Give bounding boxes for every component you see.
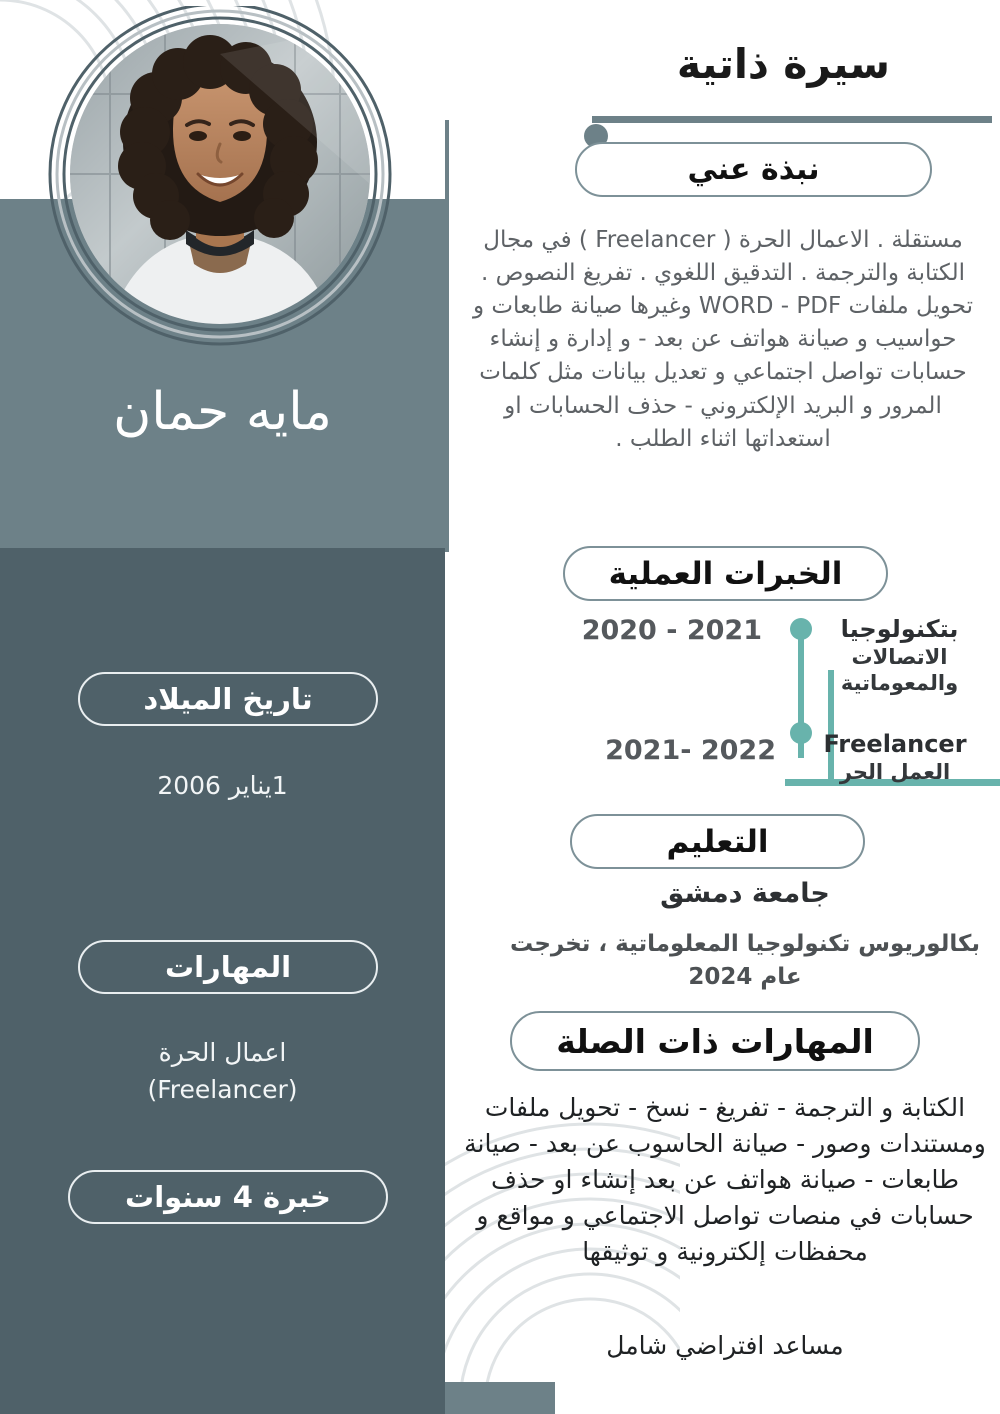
main-content xyxy=(445,0,1000,1414)
skills-value-line-1: اعمال الحرة xyxy=(158,1038,287,1067)
experience-years-label: خبرة 4 سنوات xyxy=(125,1180,331,1214)
section-badge-about-label: نبذة عني xyxy=(687,152,820,187)
experience-role-1-line-1: بتكنولوجيا xyxy=(840,615,959,643)
birth-date-pill xyxy=(78,672,378,726)
title-rule xyxy=(592,116,992,123)
birth-date-label: تاريخ الميلاد xyxy=(143,682,313,716)
skills-value-line-2: (Freelancer) xyxy=(147,1075,298,1104)
section-badge-experience xyxy=(563,546,888,601)
experience-year-1: 2020 - 2021 xyxy=(581,615,762,646)
section-badge-education xyxy=(570,814,865,869)
section-badge-about xyxy=(575,142,932,197)
experience-year-2: 2021- 2022 xyxy=(605,735,776,766)
experience-role-2-line-1: Freelancer xyxy=(823,730,967,758)
sidebar xyxy=(0,0,445,1414)
skills-pill xyxy=(78,940,378,994)
education-detail: بكالوريوس تكنولوجيا المعلوماتية ، تخرجت عام 2024 xyxy=(509,931,980,991)
experience-role-1-line-2: الاتصالات والمعوماتية xyxy=(840,644,959,696)
section-badge-relevant-skills xyxy=(510,1011,920,1071)
avatar-photo xyxy=(70,24,370,324)
about-text: مستقلة . الاعمال الحرة ( Freelancer ) في مجال الكتابة والترجمة . التدقيق اللغوي . تفريغ النصوص . تحويل ملفات WORD - PDF وغيرها صيانة طابعات و حواسيب و صيانة هواتف عن بعد - و إدارة و إنشاء حسابات تواصل اجتماعي و تعديل بيانات مثل كلمات المرور و البريد الإلكتروني - حذف الحسابات او استعداتها اثناء الطلب . xyxy=(472,227,974,452)
section-badge-education-label: التعليم xyxy=(666,823,769,860)
person-name: مايه حمان xyxy=(113,382,332,442)
experience-role-1 xyxy=(817,615,982,696)
section-badge-relevant-skills-label: المهارات ذات الصلة xyxy=(556,1021,874,1061)
relevant-skills-text: الكتابة و الترجمة - تفريغ - نسخ - تحويل ملفات ومستندات وصور - صيانة الحاسوب عن بعد - صيانة طابعات - صيانة هواتف عن بعد إنشاء او حذف حسابات في منصات تواصل الاجتماعي و مواقع و محفظات إلكترونية و توثيقها xyxy=(464,1093,986,1266)
timeline-dot-1 xyxy=(790,618,812,640)
experience-years-badge xyxy=(68,1170,388,1224)
section-badge-experience-label: الخبرات العملية xyxy=(608,555,843,592)
page-title: سيرة ذاتية xyxy=(676,40,890,88)
birth-date-value: 1يناير 2006 xyxy=(157,771,288,800)
education-institution: جامعة دمشق xyxy=(660,878,830,909)
timeline-dot-2 xyxy=(790,722,812,744)
avatar xyxy=(70,24,370,324)
relevant-skills-text-extra: مساعد افتراضي شامل xyxy=(606,1331,844,1360)
experience-role-2 xyxy=(815,730,975,785)
experience-role-2-line-2: العمل الحر xyxy=(839,759,951,784)
skills-label: المهارات xyxy=(164,950,292,984)
